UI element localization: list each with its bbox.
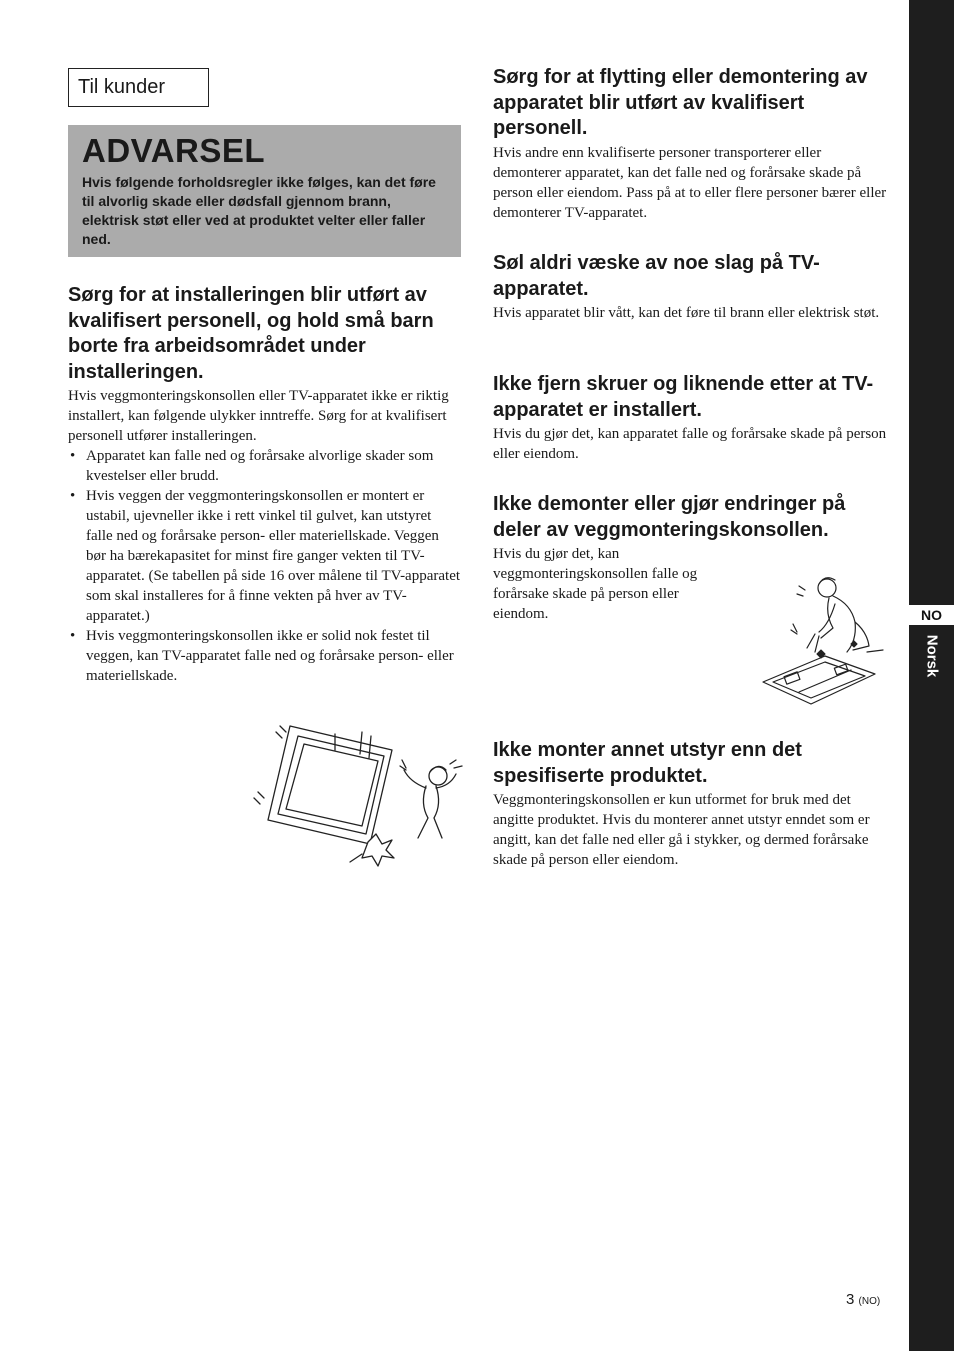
- section-heading: Ikke monter annet utstyr enn det spesifiserte produktet.: [493, 739, 802, 787]
- section-body: Veggmonteringskonsollen er kun utformet for bruk med det angitte produktet. Hvis du monterer annet utstyr enndet som er angitt, kan det falle ned eller gå i stykker, og dermed forårsake skade på person eller eiendom.: [493, 792, 870, 868]
- language-code: NO: [909, 605, 954, 625]
- page-number: [846, 1291, 880, 1308]
- section-body: Hvis du gjør det, kan veggmonteringskonsollen falle og forårsake skade på person eller eiendom.: [493, 546, 698, 622]
- section-heading: Ikke fjern skruer og liknende etter at TV-apparatet er installert.: [493, 373, 874, 421]
- section-body: Hvis andre enn kvalifiserte personer transporterer eller demonterer apparatet, kan det falle ned og forårsake skade på person eller eiendom. Pass på at to eller flere personer bærer eller demonterer TV-apparatet.: [493, 144, 887, 221]
- right-section-3: [493, 372, 888, 464]
- section-body: Hvis veggmonteringskonsollen eller TV-apparatet ikke er riktig installert, kan følgende ulykker inntreffe. Sørg for at kvalifisert personell utfører installeringen.: [68, 388, 449, 444]
- section-body: Hvis apparatet blir vått, kan det føre til brann eller elektrisk støt.: [493, 305, 880, 321]
- section-heading: Sørg for at flytting eller demontering av apparatet blir utført av kvalifisert personell.: [493, 66, 868, 139]
- right-section-5: [493, 738, 888, 870]
- list-item: • Hvis veggen der veggmonteringskonsollen er montert er ustabil, ujevneller ikke i rett vinkel til gulvet, kan utstyret falle ned og forårsake person- eller materiellskade. Veggen bør ha bærekapasitet for minst fire ganger vekten til TV-apparatet. (Se tabellen på side 16 over målene til TV-apparatet som skal installeres for å finne vekten på hver av TV-apparatet.): [68, 486, 461, 626]
- warning-box: [68, 125, 461, 257]
- list-item: • Apparatet kan falle ned og forårsake alvorlige skader som kvestelser eller brudd.: [68, 446, 461, 486]
- section-body: Hvis du gjør det, kan apparatet falle og forårsake skade på person eller eiendom.: [493, 426, 887, 462]
- page-number-value: 3: [846, 1291, 855, 1308]
- bullet-list: [68, 446, 461, 686]
- left-section: [68, 283, 461, 686]
- section-heading: Ikke demonter eller gjør endringer på deler av veggmonteringskonsollen.: [493, 493, 846, 541]
- section-heading: Søl aldri væske av noe slag på TV-apparatet.: [493, 252, 820, 300]
- list-item: • Hvis veggmonteringskonsollen ikke er solid nok festet til veggen, kan TV-apparatet falle ned og forårsake person- eller materiellskade.: [68, 626, 461, 686]
- language-label: Norsk: [923, 634, 941, 678]
- disassembly-illustration: [755, 574, 885, 710]
- page-number-suffix: (NO): [858, 1296, 881, 1307]
- right-section-1: [493, 65, 888, 223]
- section-heading: Sørg for at installeringen blir utført av kvalifisert personell, og hold små barn borte fra arbeidsområdet under installeringen.: [68, 284, 434, 383]
- section-label: Til kunder: [68, 68, 209, 107]
- warning-text: Hvis følgende forholdsregler ikke følges, kan det føre til alvorlig skade eller dødsfall gjennom brann, elektrisk støt eller ved at produktet velter eller faller ned.: [82, 174, 436, 247]
- falling-tv-illustration: [250, 722, 465, 867]
- right-section-2: [493, 251, 888, 323]
- warning-title: ADVARSEL: [82, 132, 266, 169]
